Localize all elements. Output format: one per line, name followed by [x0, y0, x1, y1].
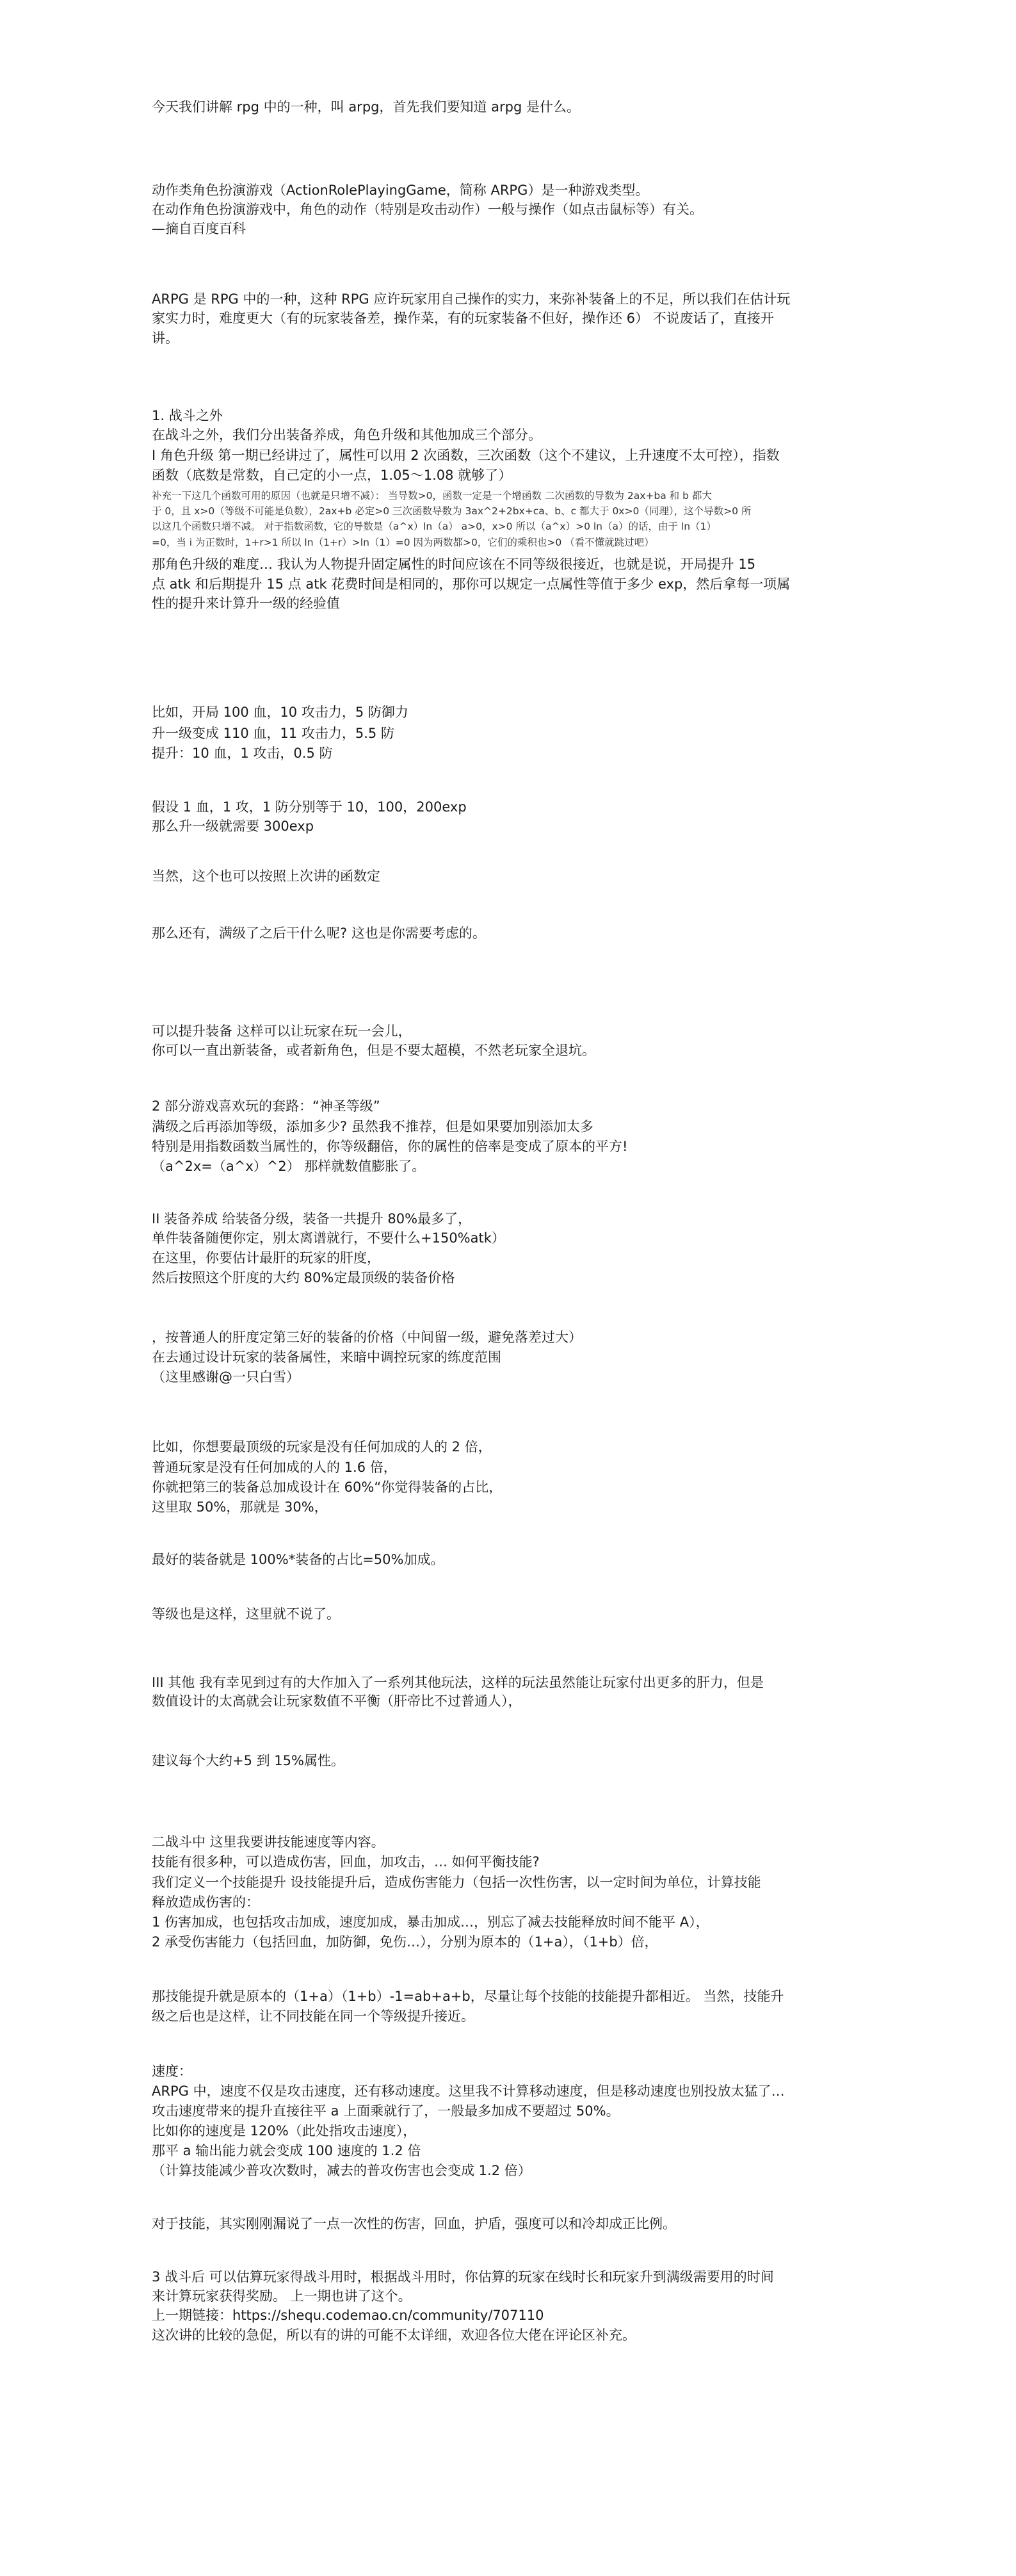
text-line: 技能有很多种，可以造成伤害，回血，加攻击，… 如何平衡技能?: [152, 1854, 540, 1870]
text-line: 普通玩家是没有任何加成的人的 1.6 倍，: [152, 1460, 397, 1475]
text-line: 满级之后再添加等级，添加多少? 虽然我不推荐，但是如果要加别添加太多: [152, 1119, 593, 1134]
text-line: 我们定义一个技能提升 设技能提升后，造成伤害能力（包括一次性伤害，以一定时间为单位，计算技能: [152, 1875, 761, 1890]
text-line: 2 部分游戏喜欢玩的套路：“神圣等级”: [152, 1098, 380, 1114]
footnote-line: 于 0，且 x>0（等级不可能是负数），2ax+b 必定>0 三次函数导数为 3ax^2+2bx+ca、b、c 都大于 0x>0（同理），这个导数>0 所: [152, 505, 752, 517]
text-line: 家实力时，难度更大（有的玩家装备差，操作菜，有的玩家装备不但好，操作还 6） 不说废话了，直接开: [152, 311, 774, 326]
text-line: 动作类角色扮演游戏（ActionRolePlayingGame，简称 ARPG）是一种游戏类型。: [152, 183, 649, 198]
text-line: （a^2x=（a^x）^2） 那样就数值膨胀了。: [152, 1159, 426, 1174]
text-line: 等级也是这样，这里就不说了。: [152, 1606, 340, 1622]
text-line: 函数（底数是常数，自己定的小一点，1.05～1.08 就够了）: [152, 468, 512, 483]
text-line: 今天我们讲解 rpg 中的一种，叫 arpg，首先我们要知道 arpg 是什么。: [152, 99, 580, 115]
text-line: 讲。: [152, 330, 179, 346]
text-line: 可以提升装备 这样可以让玩家在玩一会儿，: [152, 1023, 412, 1039]
text-line: 比如，你想要最顶级的玩家是没有任何加成的人的 2 倍，: [152, 1439, 492, 1455]
text-line: 在战斗之外，我们分出装备养成，角色升级和其他加成三个部分。: [152, 427, 542, 443]
text-line: 释放造成伤害的：: [152, 1895, 259, 1910]
text-line: 当然，这个也可以按照上次讲的函数定: [152, 868, 380, 884]
text-line: II 装备养成 给装备分级，装备一共提升 80%最多了，: [152, 1211, 472, 1227]
text-line: 建议每个大约+5 到 15%属性。: [152, 1753, 344, 1768]
text-line: 那技能提升就是原本的（1+a）（1+b）-1=ab+a+b，尽量让每个技能的技能提升都相近。 当然，技能升: [152, 1989, 784, 2004]
text-line: 比如，开局 100 血，10 攻击力，5 防御力: [152, 705, 408, 720]
text-line: 你可以一直出新装备，或者新角色，但是不要太超模，不然老玩家全退坑。: [152, 1043, 595, 1058]
text-line: 点 atk 和后期提升 15 点 atk 花费时间是相同的，那你可以规定一点属性等值于多少 exp，然后拿每一项属: [152, 576, 791, 592]
text-line: 2 承受伤害能力（包括回血，加防御，免伤…），分别为原本的（1+a），（1+b）倍，: [152, 1934, 658, 1950]
text-line: 1 伤害加成，也包括攻击加成，速度加成，暴击加成…，别忘了减去技能释放时间不能平 A），: [152, 1914, 709, 1930]
text-line: 对于技能，其实刚刚漏说了一点一次性的伤害，回血，护盾，强度可以和冷却成正比例。: [152, 2216, 676, 2231]
text-line: 性的提升来计算升一级的经验值: [152, 596, 340, 611]
text-line: 攻击速度带来的提升直接往平 a 上面乘就行了，一般最多加成不要超过 50%。: [152, 2103, 620, 2119]
text-line: —摘自百度百科: [152, 221, 246, 236]
text-line: 最好的装备就是 100%*装备的占比=50%加成。: [152, 1552, 444, 1567]
text-line: 提升：10 血，1 攻击，0.5 防: [152, 746, 333, 761]
footnote-line: 以这几个函数只增不减。 对于指数函数，它的导数是（a^x）ln（a） a>0，x>0 所以（a^x）>0 ln（a）的话，由于 ln（1）: [152, 521, 716, 532]
text-line: 升一级变成 110 血，11 攻击力，5.5 防: [152, 726, 394, 741]
footnote-line: =0，当 i 为正数时，1+r>1 所以 ln（1+r）>ln（1）=0 因为两数都>0，它们的乘积也>0 （看不懂就跳过吧）: [152, 537, 654, 548]
text-line: I 角色升级 第一期已经讲过了，属性可以用 2 次函数，三次函数（这个不建议，上升速度不太可控），指数: [152, 448, 780, 463]
text-line: 那平 a 输出能力就会变成 100 速度的 1.2 倍: [152, 2143, 421, 2158]
text-line: 3 战斗后 可以估算玩家得战斗用时，根据战斗用时，你估算的玩家在线时长和玩家升到满级需要用的时间: [152, 2269, 774, 2285]
text-line: ，按普通人的肝度定第三好的装备的价格（中间留一级，避免落差过大）: [152, 1330, 582, 1345]
text-line: 然后按照这个肝度的大约 80%定最顶级的装备价格: [152, 1270, 455, 1285]
text-line: 这里取 50%，那就是 30%，: [152, 1499, 328, 1515]
text-line: ARPG 是 RPG 中的一种，这种 RPG 应许玩家用自己操作的实力，来弥补装备上的不足，所以我们在估计玩: [152, 291, 791, 307]
text-line: III 其他 我有幸见到过有的大作加入了一系列其他玩法，这样的玩法虽然能让玩家付出更多的肝力，但是: [152, 1675, 764, 1690]
text-line: 二战斗中 这里我要讲技能速度等内容。: [152, 1834, 385, 1850]
text-line: 在去通过设计玩家的装备属性，来暗中调控玩家的练度范围: [152, 1349, 501, 1365]
text-line: 级之后也是这样，让不同技能在同一个等级提升接近。: [152, 2009, 474, 2024]
text-line: （计算技能减少普攻次数时，减去的普攻伤害也会变成 1.2 倍）: [152, 2163, 531, 2178]
text-line: 这次讲的比较的急促，所以有的讲的可能不太详细，欢迎各位大佬在评论区补充。: [152, 2327, 636, 2343]
text-line: ARPG 中，速度不仅是攻击速度，还有移动速度。这里我不计算移动速度，但是移动速度也别投放太猛了…: [152, 2083, 785, 2099]
previous-issue-link[interactable]: 上一期链接：https://shequ.codemao.cn/community/707110: [152, 2308, 544, 2323]
text-line: 1. 战斗之外: [152, 408, 223, 423]
text-line: 那角色升级的难度… 我认为人物提升固定属性的时间应该在不同等级很接近，也就是说，开局提升 15: [152, 557, 756, 572]
text-line: 在这里，你要估计最肝的玩家的肝度，: [152, 1250, 380, 1266]
text-line: 假设 1 血，1 攻，1 防分别等于 10，100，200exp: [152, 799, 467, 815]
text-line: （这里感谢@一只白雪）: [152, 1369, 300, 1385]
text-line: 数值设计的太高就会让玩家数值不平衡（肝帝比不过普通人），: [152, 1693, 522, 1709]
text-line: 你就把第三的装备总加成设计在 60%“你觉得装备的占比，: [152, 1480, 503, 1495]
text-line: 单件装备随便你定，别太离谱就行，不要什么+150%atk）: [152, 1230, 505, 1246]
footnote-line: 补充一下这几个函数可用的原因（也就是只增不减）： 当导数>0，函数一定是一个增函数 二次函数的导数为 2ax+ba 和 b 都大: [152, 490, 712, 501]
text-line: 那么还有，满级了之后干什么呢? 这也是你需要考虑的。: [152, 925, 486, 941]
text-line: 比如你的速度是 120%（此处指攻击速度），: [152, 2123, 417, 2139]
text-line: 在动作角色扮演游戏中，角色的动作（特别是攻击动作）一般与操作（如点击鼠标等）有关。: [152, 202, 703, 217]
text-line: 那么升一级就需要 300exp: [152, 819, 314, 834]
text-line: 速度：: [152, 2064, 192, 2079]
text-line: 来计算玩家获得奖励。 上一期也讲了这个。: [152, 2288, 412, 2304]
text-line: 特别是用指数函数当属性的，你等级翻倍，你的属性的倍率是变成了原本的平方!: [152, 1139, 628, 1154]
